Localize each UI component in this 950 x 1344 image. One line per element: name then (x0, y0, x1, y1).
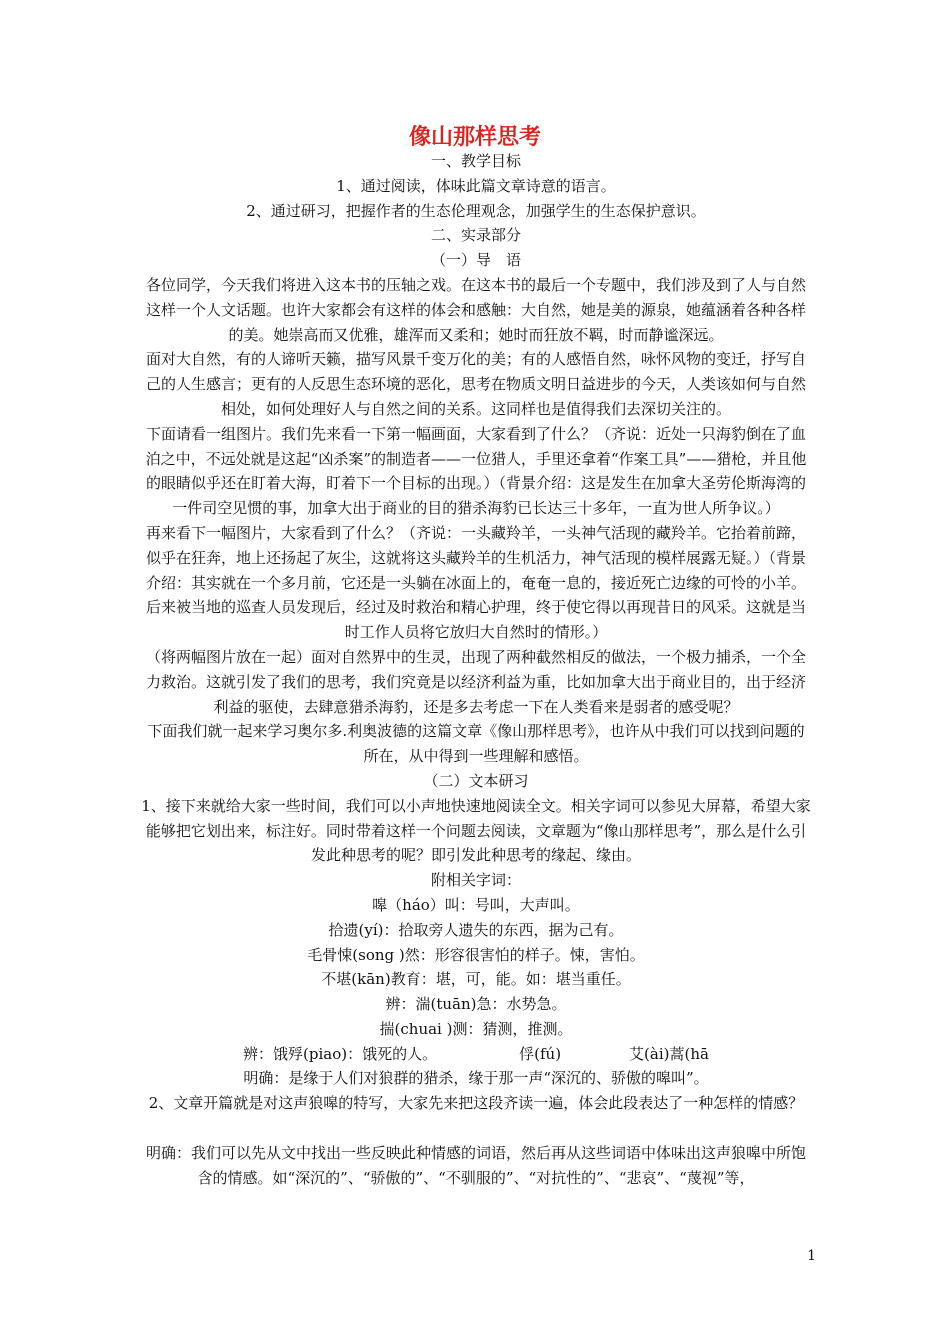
vocab-row (140, 1042, 812, 1067)
vocab-item: 毛骨悚(song )然：形容很害怕的样子。悚，害怕。 (307, 945, 645, 964)
paragraph: 明确：我们可以先从文中找出一些反映此种情感的词语，然后再从这些词语中体味出这声狼嗥中所饱含的情感。如“深沉的”、“骄傲的”、“不驯服的”、“对抗性的”、“悲哀”、“蔑视”等， (145, 1143, 806, 1187)
vocab-item: 拾遗(yí)：拾取旁人遗失的东西，据为己有。 (328, 920, 624, 939)
paragraph: 下面请看一组图片。我们先来看一下第一幅画面，大家看到了什么？（齐说：近处一只海豹倒在了血泊之中，不远处就是这起“凶杀案”的制造者——一位猎人，手里还拿着“作案工具”——猎枪，并且他的眼睛似乎还在盯着大海，盯着下一个目标的出现。）（背景介绍：这是发生在加拿大圣劳伦斯海湾的一件司空见惯的事，加拿大出于商业的目的猎杀海豹已长达三十多年，一直为世人所争议。） (145, 424, 807, 518)
paragraph: 各位同学，今天我们将进入这本书的压轴之戏。在这本书的最后一个专题中，我们涉及到了人与自然这样一个人文话题。也许大家都会有这样的体会和感触：大自然，她是美的源泉，她蕴涵着各种各样的美。她崇高而又优雅，雄浑而又柔和；她时而狂放不羁，时而静谧深远。 (145, 275, 806, 344)
paragraph: 下面我们就一起来学习奥尔多.利奥波德的这篇文章《像山那样思考》，也许从中我们可以找到问题的所在，从中得到一些理解和感悟。 (147, 722, 805, 766)
document-title: 像山那样思考 (408, 124, 541, 150)
vocab-item: 嗥（háo）叫：号叫，大声叫。 (372, 895, 580, 914)
vocab-item: 揣(chuai )测：猜测，推测。 (379, 1019, 573, 1038)
paragraph: 再来看下一幅图片，大家看到了什么？（齐说：一头藏羚羊，一头神气活现的藏羚羊。它抬着前蹄，似乎在狂奔，地上还扬起了灰尘，这就将这头藏羚羊的生机活力，神气活现的模样展露无疑。）（背景介绍：其实就在一个多月前，它还是一头躺在冰面上的，奄奄一息的，接近死亡边缘的可怜的小羊。后来被当地的巡查人员发现后，经过及时救治和精心护理，终于使它得以再现昔日的风采。这就是当时工作人员将它放归大自然时的情形。） (145, 523, 806, 642)
paragraph: 附相关字词： (430, 871, 521, 890)
paragraph: （将两幅图片放在一起）面对自然界中的生灵，出现了两种截然相反的做法，一个极力捕杀，一个全力救治。这就引发了我们的思考，我们究竟是以经济利益为重，比如加拿大出于商业目的，出于经济利益的驱使，去肆意猎杀海豹，还是多去考虑一下在人类看来是弱者的感受呢？ (145, 647, 806, 716)
vocab-item: 俘(fú) (519, 1044, 562, 1063)
paragraph: 面对大自然，有的人谛听天籁，描写风景千变万化的美；有的人感悟自然，咏怀风物的变迁，抒写自己的人生感言；更有的人反思生态环境的恶化，思考在物质文明日益进步的今天，人类该如何与自然相处，如何处理好人与自然之间的关系。这同样也是值得我们去深切关注的。 (145, 350, 806, 418)
blank-line (140, 1116, 812, 1141)
page-number: 1 (807, 1248, 816, 1264)
paragraph: 1、接下来就给大家一些时间，我们可以小声地快速地阅读全文。相关字词可以参见大屏幕，希望大家能够把它划出来，标注好。同时带着这样一个问题去阅读，文章题为“像山那样思考”，那么是什么引发此种思考的呢？即引发此种思考的缘起、缘由。 (141, 796, 811, 865)
paragraph: 2、文章开篇就是对这声狼嗥的特写，大家先来把这段齐读一遍，体会此段表达了一种怎样的情感？ (148, 1094, 804, 1113)
document-body (140, 149, 812, 1190)
vocab-item: 辨：湍(tuān)急：水势急。 (385, 995, 567, 1014)
vocab-item: 艾(ài)蒿(hā (629, 1044, 709, 1063)
vocab-item: 辨：饿殍(piao)：饿死的人。 (243, 1044, 438, 1063)
paragraph: 1、通过阅读，体味此篇文章诗意的语言。 (336, 176, 616, 195)
paragraph: 一、教学目标 (430, 152, 521, 170)
paragraph: （二）文本研习 (423, 771, 529, 790)
paragraph: （一）导 语 (430, 251, 521, 270)
vocab-item: 不堪(kān)教育：堪，可，能。如：堪当重任。 (321, 970, 631, 989)
paragraph: 明确：是缘于人们对狼群的猎杀，缘于那一声“深沉的、骄傲的嗥叫”。 (243, 1069, 709, 1088)
paragraph: 2、通过研习，把握作者的生态伦理观念，加强学生的生态保护意识。 (246, 201, 706, 220)
paragraph: 二、实录部分 (430, 226, 521, 245)
